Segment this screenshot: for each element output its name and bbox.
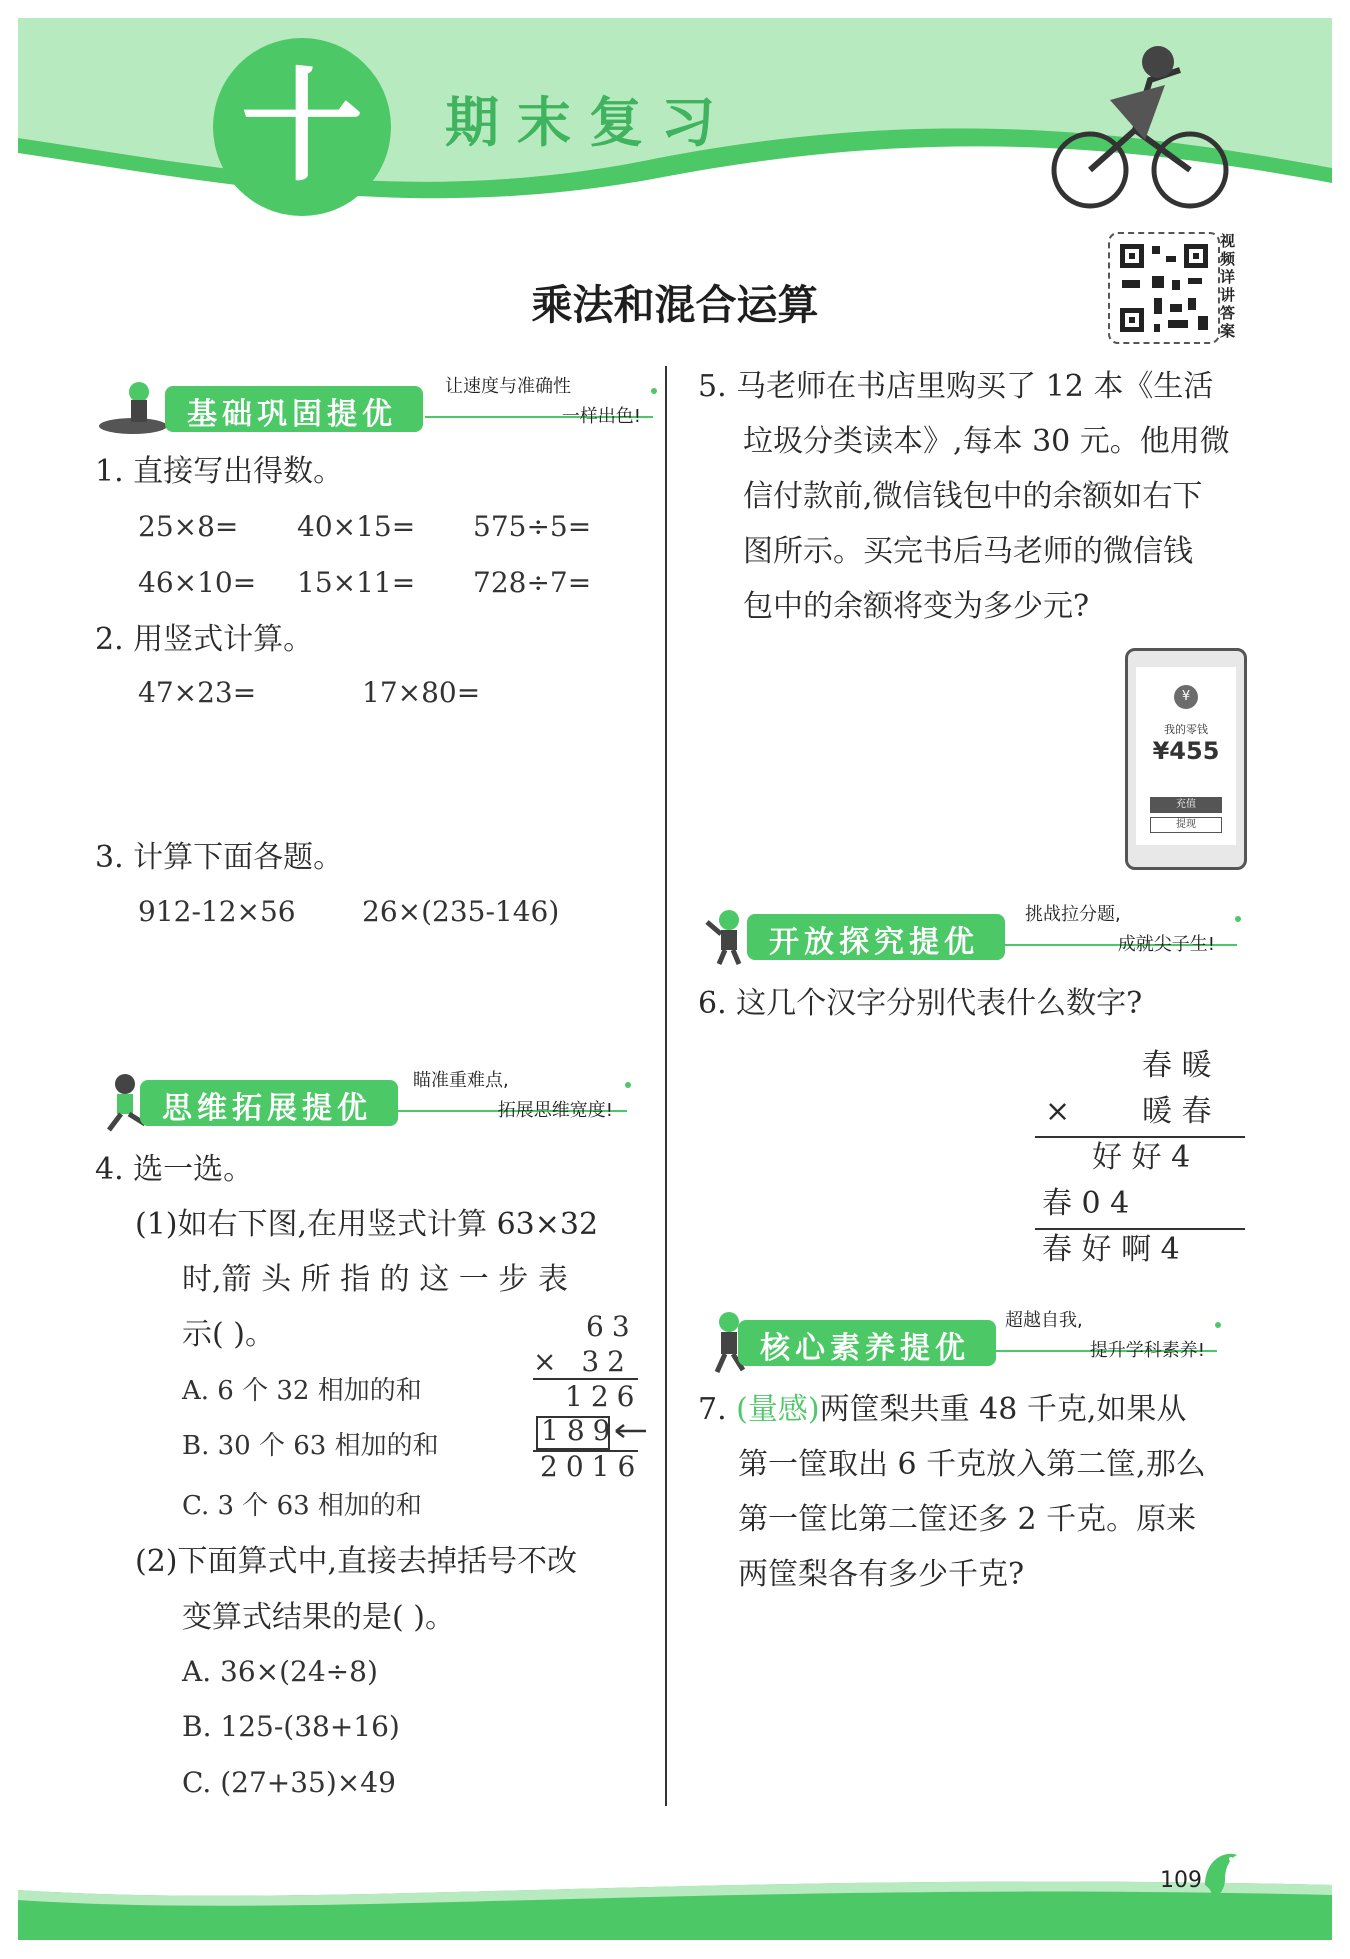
slogan-line2: 拓展思维宽度! — [497, 1100, 613, 1121]
q4-option-b[interactable]: B. 30 个 63 相加的和 — [182, 1431, 439, 1461]
q2-title: 2. 用竖式计算。 — [95, 622, 314, 657]
q7-line4: 两筐梨各有多少千克? — [738, 1557, 1025, 1592]
vertical-result: 2016 — [540, 1450, 644, 1483]
section-banner-thinking — [95, 1068, 635, 1134]
footer-wave — [18, 1870, 1332, 1940]
section-title-open: 开放探究提优 — [747, 914, 1005, 960]
q1-title: 1. 直接写出得数。 — [95, 454, 344, 489]
vertical-multiplicand: 63 — [586, 1310, 638, 1343]
chapter-title: 期末复习 — [445, 91, 733, 154]
qr-caption: 视频详讲答案 — [1220, 232, 1236, 340]
q7-line2: 第一筐取出 6 千克放入第二筐,那么 — [738, 1447, 1206, 1482]
q1-item: 40×15= — [297, 510, 416, 543]
recharge-button: 充值 — [1150, 797, 1222, 813]
phone-wallet-image — [1125, 648, 1247, 870]
slogan-line2: 一样出色! — [561, 406, 641, 427]
q3-item: 26×(235-146) — [362, 895, 560, 928]
q6-times-sign: × — [1045, 1094, 1071, 1129]
wallet-label: 我的零钱 — [1164, 723, 1208, 736]
q1-item: 15×11= — [297, 566, 416, 599]
section-title-basic: 基础巩固提优 — [165, 386, 423, 432]
banner-tail-dot — [625, 1082, 631, 1088]
q5-line1: 5. 马老师在书店里购买了 12 本《生活 — [698, 369, 1214, 404]
q2-item: 17×80= — [362, 676, 481, 709]
q1-item: 25×8= — [138, 510, 239, 543]
withdraw-button: 提现 — [1150, 817, 1222, 833]
phone-screen — [1136, 667, 1236, 845]
q7-number: 7. — [698, 1392, 727, 1427]
slogan-line1: 超越自我, — [1005, 1310, 1083, 1331]
slogan-line1: 让速度与准确性 — [445, 376, 571, 397]
q6-row1: 春 暖 — [1142, 1048, 1212, 1083]
section-banner-core — [695, 1308, 1225, 1374]
q4-part2-line1: (2)下面算式中,直接去掉括号不改 — [135, 1544, 578, 1579]
slogan-line2: 提升学科素养! — [1089, 1340, 1205, 1361]
page-number: 109 — [1160, 1868, 1202, 1893]
banner-tail-dot — [1215, 1322, 1221, 1328]
section-slogan-open — [1025, 900, 1215, 960]
q6-title: 6. 这几个汉字分别代表什么数字? — [698, 986, 1143, 1021]
column-divider — [665, 366, 667, 1806]
chapter-number-badge: 十 — [213, 38, 391, 216]
vertical-partial-1: 126 — [565, 1380, 643, 1413]
q4-part2-option-b[interactable]: B. 125-(38+16) — [182, 1710, 400, 1743]
q4-part2-option-a[interactable]: A. 36×(24÷8) — [182, 1655, 378, 1688]
q6-row5: 春 好 啊 4 — [1042, 1232, 1180, 1267]
wallet-balance: ¥455 — [1152, 737, 1220, 765]
q1-item: 728÷7= — [473, 566, 592, 599]
vertical-partial-2: 189 — [541, 1414, 619, 1447]
q5-line3: 信付款前,微信钱包中的余额如右下 — [743, 479, 1203, 514]
q3-item: 912-12×56 — [138, 895, 296, 928]
q7-tag: (量感) — [736, 1392, 820, 1427]
dolphin-icon — [1195, 1845, 1245, 1905]
q6-row4: 春 0 4 — [1042, 1186, 1130, 1221]
cyclist-illustration — [1040, 40, 1240, 220]
section-slogan-thinking — [413, 1066, 613, 1126]
q4-part2-option-c[interactable]: C. (27+35)×49 — [182, 1766, 396, 1799]
section-title-core: 核心素养提优 — [738, 1320, 996, 1366]
section-title-thinking: 思维拓展提优 — [140, 1080, 398, 1126]
q5-line2: 垃圾分类读本》,每本 30 元。他用微 — [743, 424, 1230, 459]
banner-tail-dot — [651, 388, 657, 394]
lesson-title: 乘法和混合运算 — [531, 281, 819, 329]
q4-part1-line3: 示( )。 — [182, 1317, 275, 1352]
q6-row3: 好 好 4 — [1092, 1140, 1191, 1175]
q5-line5: 包中的余额将变为多少元? — [743, 589, 1090, 624]
q7-line3: 第一筐比第二筐还多 2 千克。原来 — [738, 1502, 1197, 1537]
q2-item: 47×23= — [138, 676, 257, 709]
q6-row2: 暖 春 — [1142, 1094, 1212, 1129]
q4-option-a[interactable]: A. 6 个 32 相加的和 — [182, 1376, 422, 1406]
banner-tail-dot — [1235, 916, 1241, 922]
q4-part2-line2: 变算式结果的是( )。 — [182, 1600, 455, 1635]
q1-item: 46×10= — [138, 566, 257, 599]
qr-code[interactable] — [1108, 232, 1220, 344]
section-slogan-basic — [445, 372, 641, 432]
slogan-line1: 瞄准重难点, — [413, 1070, 509, 1091]
section-banner-basic — [95, 374, 660, 440]
q4-option-c[interactable]: C. 3 个 63 相加的和 — [182, 1491, 422, 1521]
q4-title: 4. 选一选。 — [95, 1152, 254, 1187]
section-slogan-core — [1005, 1306, 1205, 1366]
vertical-multiplier: × 32 — [533, 1345, 633, 1378]
arrow-left-icon — [612, 1422, 648, 1440]
q4-part1-line1: (1)如右下图,在用竖式计算 63×32 — [135, 1207, 599, 1242]
q1-item: 575÷5= — [473, 510, 592, 543]
slogan-line1: 挑战拉分题, — [1025, 904, 1121, 925]
q7-text: 两筐梨共重 48 千克,如果从 — [819, 1392, 1187, 1427]
slogan-line2: 成就尖子生! — [1117, 934, 1215, 955]
section-banner-open — [695, 902, 1245, 968]
q3-title: 3. 计算下面各题。 — [95, 840, 344, 875]
yuan-coin-icon: ¥ — [1174, 685, 1198, 709]
q7-line1 — [698, 1390, 1186, 1430]
q4-part1-line2: 时,箭 头 所 指 的 这 一 步 表 — [182, 1262, 568, 1297]
skateboard-boy-icon — [95, 374, 173, 440]
q5-line4: 图所示。买完书后马老师的微信钱 — [743, 534, 1193, 569]
